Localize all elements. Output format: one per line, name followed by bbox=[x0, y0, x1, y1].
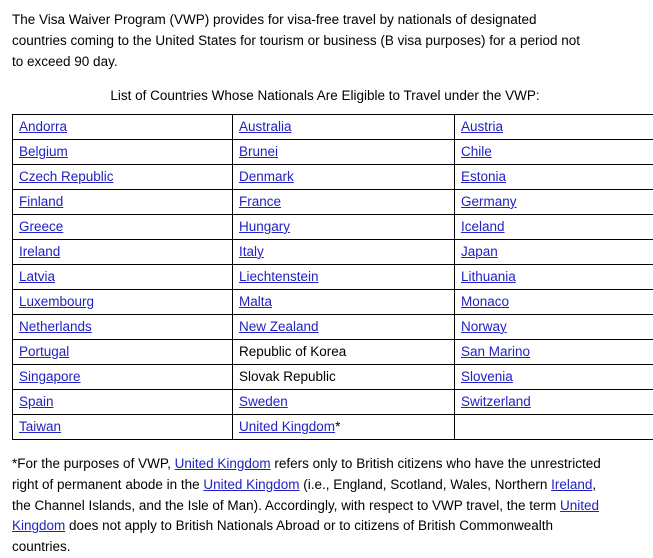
country-link[interactable]: United Kingdom bbox=[239, 419, 335, 434]
country-link[interactable]: Singapore bbox=[19, 369, 81, 384]
table-cell bbox=[233, 364, 455, 389]
footnote-text-1: *For the purposes of VWP, bbox=[12, 456, 175, 471]
country-link[interactable]: Germany bbox=[461, 194, 517, 209]
country-link[interactable]: Ireland bbox=[19, 244, 60, 259]
ireland-link[interactable]: Ireland bbox=[551, 477, 592, 492]
country-link[interactable]: Belgium bbox=[19, 144, 68, 159]
country-link[interactable]: Greece bbox=[19, 219, 63, 234]
table-cell bbox=[13, 414, 233, 439]
table-cell bbox=[13, 314, 233, 339]
table-cell bbox=[455, 139, 653, 164]
footnote-paragraph bbox=[12, 454, 612, 558]
table-cell bbox=[455, 239, 653, 264]
country-link[interactable]: Czech Republic bbox=[19, 169, 114, 184]
table-cell bbox=[13, 139, 233, 164]
table-cell bbox=[233, 164, 455, 189]
table-cell bbox=[455, 164, 653, 189]
country-link[interactable]: San Marino bbox=[461, 344, 530, 359]
country-link[interactable]: New Zealand bbox=[239, 319, 319, 334]
table-row bbox=[13, 389, 653, 414]
country-label: Slovak Republic bbox=[239, 369, 336, 384]
table-cell bbox=[13, 389, 233, 414]
table-cell bbox=[233, 239, 455, 264]
table-cell bbox=[455, 114, 653, 139]
table-cell bbox=[13, 339, 233, 364]
country-link[interactable]: Norway bbox=[461, 319, 507, 334]
footnote-text-2: refers only to British citizens who have the unrestricted right of permanent abode in the bbox=[12, 456, 601, 492]
intro-paragraph: The Visa Waiver Program (VWP) provides for visa-free travel by nationals of designated countries coming to the United States for tourism or business (B visa purposes) for a period not to exceed 90 day. bbox=[12, 10, 590, 73]
country-link[interactable]: Iceland bbox=[461, 219, 505, 234]
table-cell bbox=[233, 339, 455, 364]
table-cell bbox=[13, 289, 233, 314]
country-link[interactable]: Malta bbox=[239, 294, 272, 309]
country-link[interactable]: Brunei bbox=[239, 144, 278, 159]
country-link[interactable]: Switzerland bbox=[461, 394, 531, 409]
table-cell bbox=[455, 264, 653, 289]
footnote-text-4: , the Channel Islands, and the Isle of Man). Accordingly, with respect to VWP travel, the term bbox=[12, 477, 596, 513]
country-label: Republic of Korea bbox=[239, 344, 346, 359]
country-link[interactable]: Monaco bbox=[461, 294, 509, 309]
table-cell bbox=[455, 214, 653, 239]
table-cell bbox=[455, 364, 653, 389]
country-link[interactable]: Andorra bbox=[19, 119, 67, 134]
table-row bbox=[13, 414, 653, 439]
table-cell bbox=[233, 114, 455, 139]
table-cell bbox=[455, 389, 653, 414]
table-cell bbox=[233, 314, 455, 339]
table-cell bbox=[233, 264, 455, 289]
country-link[interactable]: Lithuania bbox=[461, 269, 516, 284]
table-cell bbox=[13, 214, 233, 239]
country-link[interactable]: Netherlands bbox=[19, 319, 92, 334]
united-kingdom-link[interactable]: United Kingdom bbox=[203, 477, 299, 492]
table-cell bbox=[13, 114, 233, 139]
table-cell bbox=[455, 189, 653, 214]
country-link[interactable]: Sweden bbox=[239, 394, 288, 409]
country-link[interactable]: Finland bbox=[19, 194, 63, 209]
table-cell bbox=[233, 139, 455, 164]
table-cell bbox=[455, 314, 653, 339]
table-cell bbox=[455, 289, 653, 314]
country-link[interactable]: Estonia bbox=[461, 169, 506, 184]
country-link[interactable]: Latvia bbox=[19, 269, 55, 284]
table-row bbox=[13, 364, 653, 389]
united-kingdom-link[interactable]: United Kingdom bbox=[175, 456, 271, 471]
table-row bbox=[13, 239, 653, 264]
country-link[interactable]: Taiwan bbox=[19, 419, 61, 434]
table-cell bbox=[13, 364, 233, 389]
table-row bbox=[13, 164, 653, 189]
vwp-country-table bbox=[12, 114, 653, 440]
country-link[interactable]: Hungary bbox=[239, 219, 290, 234]
country-link[interactable]: Japan bbox=[461, 244, 498, 259]
united-kingdom-link[interactable]: United Kingdom bbox=[12, 498, 599, 534]
table-row bbox=[13, 264, 653, 289]
footnote-text-3: (i.e., England, Scotland, Wales, Northern bbox=[299, 477, 551, 492]
table-row bbox=[13, 139, 653, 164]
table-cell bbox=[13, 264, 233, 289]
table-cell bbox=[233, 389, 455, 414]
table-cell bbox=[233, 214, 455, 239]
country-link[interactable]: Luxembourg bbox=[19, 294, 94, 309]
table-cell bbox=[233, 414, 455, 439]
table-row bbox=[13, 189, 653, 214]
table-row bbox=[13, 339, 653, 364]
table-cell bbox=[13, 164, 233, 189]
table-cell bbox=[233, 289, 455, 314]
table-row bbox=[13, 314, 653, 339]
table-cell bbox=[233, 189, 455, 214]
country-link[interactable]: Portugal bbox=[19, 344, 69, 359]
country-link[interactable]: Chile bbox=[461, 144, 492, 159]
table-cell bbox=[13, 239, 233, 264]
footnote-text-5: does not apply to British Nationals Abroad or to citizens of British Commonwealth countries. bbox=[12, 518, 553, 554]
country-link[interactable]: Spain bbox=[19, 394, 54, 409]
table-row bbox=[13, 214, 653, 239]
table-cell bbox=[455, 339, 653, 364]
country-link[interactable]: Slovenia bbox=[461, 369, 513, 384]
table-row bbox=[13, 114, 653, 139]
country-link[interactable]: Austria bbox=[461, 119, 503, 134]
country-link[interactable]: Liechtenstein bbox=[239, 269, 319, 284]
table-row bbox=[13, 289, 653, 314]
table-cell bbox=[13, 189, 233, 214]
table-cell-empty bbox=[455, 414, 653, 439]
country-link[interactable]: France bbox=[239, 194, 281, 209]
country-link[interactable]: Denmark bbox=[239, 169, 294, 184]
footnote-marker: * bbox=[335, 419, 340, 434]
country-link[interactable]: Italy bbox=[239, 244, 264, 259]
table-caption: List of Countries Whose Nationals Are Eligible to Travel under the VWP: bbox=[12, 87, 638, 106]
country-link[interactable]: Australia bbox=[239, 119, 292, 134]
vwp-country-table-body bbox=[13, 114, 653, 439]
